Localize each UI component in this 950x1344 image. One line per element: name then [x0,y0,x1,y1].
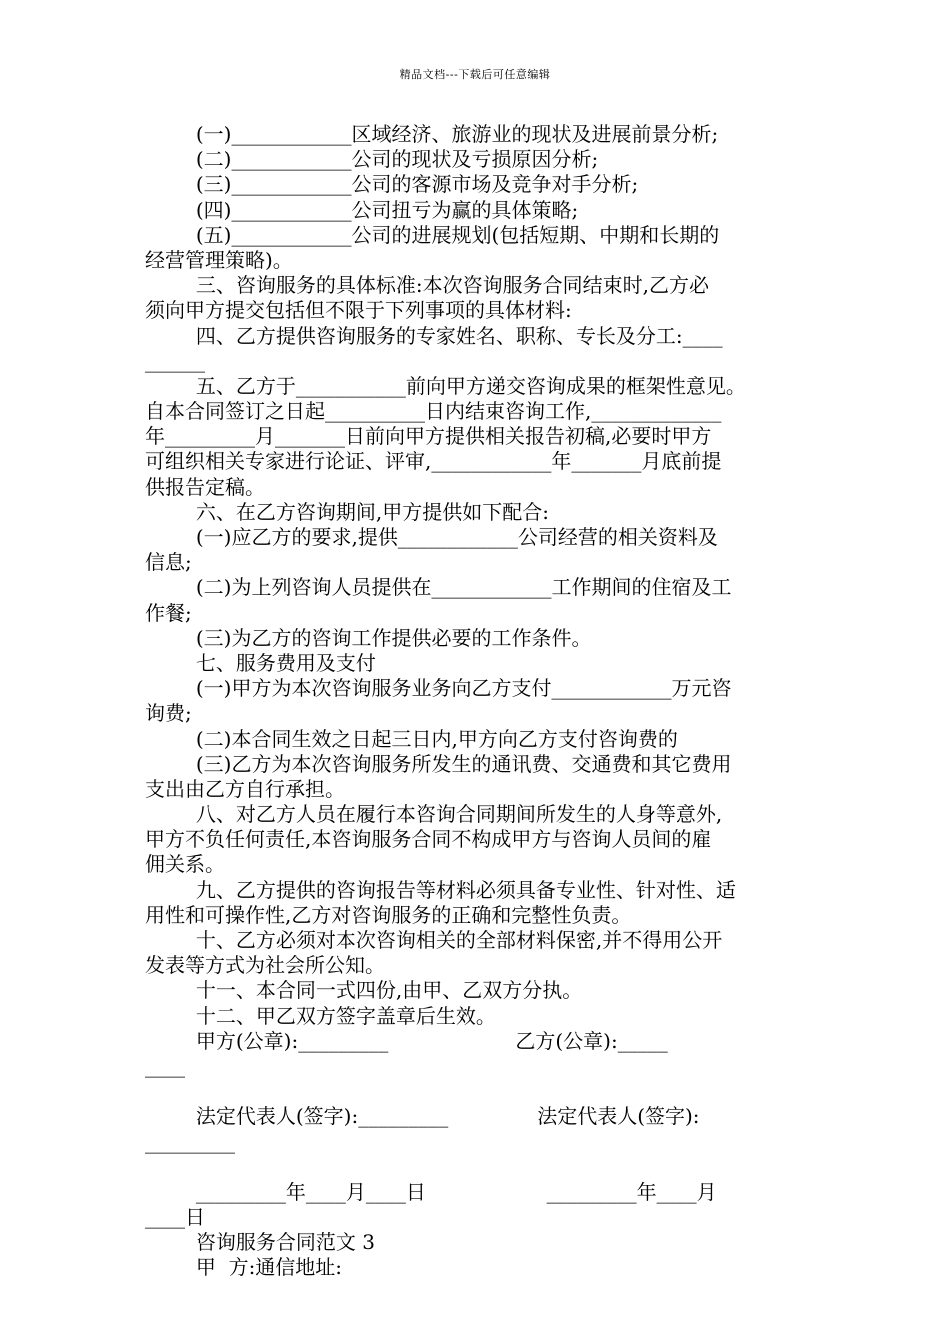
document-line: (二)____________公司的现状及亏损原因分析; [145,147,599,172]
document-line: 用性和可操作性,乙方对咨询服务的正确和完整性负责。 [145,902,632,927]
document-line: 须向甲方提交包括但不限于下列事项的具体材料: [145,298,572,323]
document-line: 信息; [145,550,192,575]
document-line: (二)本合同生效之日起三日内,甲方向乙方支付咨询费的 [145,726,678,751]
document-line: 法定代表人(签字):_________ 法定代表人(签字): [145,1104,700,1129]
document-line: 支出由乙方自行承担。 [145,776,345,801]
document-line: 五、乙方于___________前向甲方递交咨询成果的框架性意见。 [145,373,746,398]
document-line: 四、乙方提供咨询服务的专家姓名、职称、专长及分工:____ [145,323,723,348]
document-line: 八、对乙方人员在履行本咨询合同期间所发生的人身等意外, [145,802,723,827]
document-line: 十二、甲乙双方签字盖章后生效。 [145,1003,496,1028]
document-line [145,1155,813,1180]
document-line: _________ [145,1129,235,1154]
document-line: 年_________月_______日前向甲方提供相关报告初稿,必要时甲方 [145,424,712,449]
document-line: 甲方不负任何责任,本咨询服务合同不构成甲方与咨询人员间的雇 [145,827,712,852]
document-line: (一)应乙方的要求,提供____________公司经营的相关资料及 [145,525,718,549]
page-header: 精品文档---下载后可任意编辑 [399,68,551,81]
document-line: (三)乙方为本次咨询服务所发生的通讯费、交通费和其它费用 [145,751,732,776]
document-line: 经营管理策略)。 [145,247,293,272]
document-line: 供报告定稿。 [145,474,265,499]
document-line [145,1079,813,1104]
document-line: 佣关系。 [145,852,225,877]
document-line: (三)____________公司的客源市场及竞争对手分析; [145,172,639,197]
document-line: 咨询服务合同范文 3 [145,1230,375,1255]
document-line: 十、乙方必须对本次咨询相关的全部材料保密,并不得用公开 [145,928,723,952]
document-line: 询费; [145,701,192,726]
document-line: ____ [145,1053,185,1078]
document-line: 可组织相关专家进行论证、评审,____________年_______月底前提 [145,449,722,474]
document-line: 发表等方式为社会所公知。 [145,953,385,978]
document-line: ____日 [145,1205,205,1230]
document-line: (一)甲方为本次咨询服务业务向乙方支付____________万元咨 [145,676,732,701]
document-line: (二)为上列咨询人员提供在____________工作期间的住宿及工 [145,575,732,600]
document-line: 三、咨询服务的具体标准:本次咨询服务合同结束时,乙方必 [145,273,709,298]
document-line: 十一、本合同一式四份,由甲、乙双方分执。 [145,978,583,1003]
document-line: 甲方(公章):_________ 乙方(公章):_____ [145,1028,668,1053]
document-line: (四)____________公司扭亏为赢的具体策略; [145,197,579,222]
document-line: 六、在乙方咨询期间,甲方提供如下配合: [145,499,549,524]
document-line: ______ [145,348,205,373]
document-line: 甲 方:通信地址: [145,1255,343,1280]
document-line: 自本合同签订之日起__________日内结束咨询工作,_____________ [145,399,722,424]
document-line: _________年____月____日 _________年____月 [145,1179,717,1204]
document-line: 作餐; [145,600,192,625]
document-line: (一)____________区域经济、旅游业的现状及进展前景分析; [145,122,719,146]
document-line: (五)____________公司的进展规划(包括短期、中期和长期的 [145,222,720,247]
document-line: (三)为乙方的咨询工作提供必要的工作条件。 [145,625,592,650]
contract-body [145,122,813,1281]
document-line: 九、乙方提供的咨询报告等材料必须具备专业性、针对性、适 [145,877,736,902]
document-line: 七、服务费用及支付 [145,650,376,675]
